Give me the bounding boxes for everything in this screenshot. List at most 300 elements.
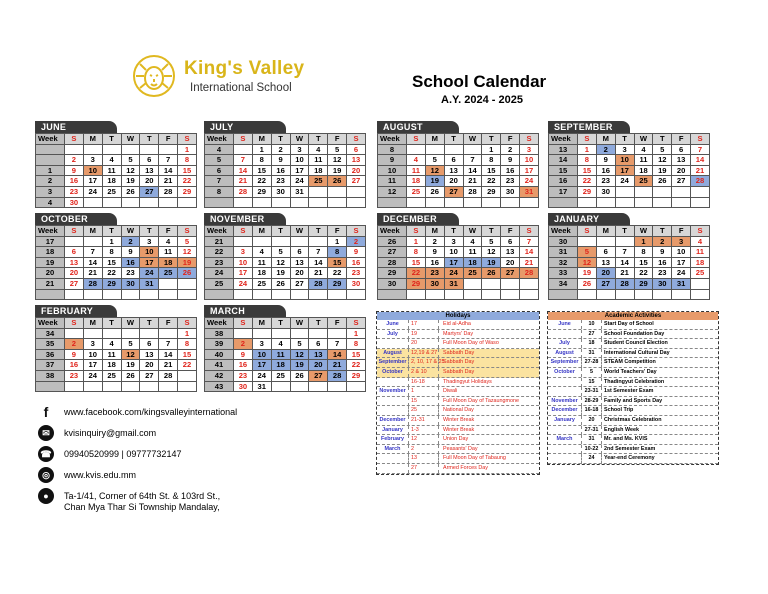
date-cell: 3: [84, 339, 103, 350]
week-number: 27: [377, 247, 407, 258]
date-cell: [482, 290, 501, 301]
date-cell: 22: [578, 176, 597, 187]
date-cell: 12: [409, 435, 439, 444]
holidays-title: Holidays: [377, 312, 539, 320]
date-cell: 15: [178, 350, 197, 361]
date-cell: [578, 290, 597, 301]
week-number: 1: [35, 166, 65, 177]
date-cell: [501, 279, 520, 290]
date-cell: [140, 290, 159, 301]
date-cell: [635, 290, 654, 301]
date-cell: 1: [347, 329, 366, 340]
date-cell: 16: [653, 258, 672, 269]
event-cell: 1st Semester Exam: [604, 388, 654, 395]
email-row[interactable]: [38, 425, 278, 446]
day-header: S: [65, 134, 84, 145]
phone-icon: ☎: [38, 446, 54, 462]
date-cell: 19: [291, 360, 310, 371]
date-cell: 18: [309, 166, 328, 177]
date-cell: [122, 145, 141, 156]
date-cell: 9: [347, 247, 366, 258]
date-cell: 21: [84, 268, 103, 279]
date-cell: 28: [84, 279, 103, 290]
date-cell: [291, 329, 310, 340]
month-cell: March: [377, 445, 409, 454]
date-cell: 21: [616, 268, 635, 279]
day-header: S: [578, 226, 597, 237]
date-cell: [159, 198, 178, 209]
date-cell: 27: [291, 279, 310, 290]
date-cell: 17: [520, 166, 539, 177]
day-header: Week: [204, 226, 234, 237]
week-number: 14: [548, 155, 578, 166]
date-cell: [520, 279, 539, 290]
month-grid: [204, 317, 366, 392]
week-number: [204, 198, 234, 209]
date-cell: 11: [464, 247, 483, 258]
month-cell: October: [377, 368, 409, 377]
date-cell: [653, 198, 672, 209]
day-header: S: [234, 318, 253, 329]
date-cell: [445, 198, 464, 209]
holiday-row: [377, 416, 539, 426]
month-cell: December: [548, 406, 582, 415]
activity-row: [548, 330, 718, 340]
date-cell: 14: [328, 350, 347, 361]
date-cell: 2: [65, 155, 84, 166]
date-cell: 17: [84, 176, 103, 187]
day-header: Week: [377, 134, 407, 145]
date-cell: 11: [159, 247, 178, 258]
date-cell: 19: [409, 330, 439, 339]
day-header: T: [103, 134, 122, 145]
date-cell: [328, 382, 347, 393]
date-cell: 23: [597, 176, 616, 187]
month-cell: [377, 454, 409, 463]
month-title: SEPTEMBER: [548, 121, 630, 133]
week-number: 8: [204, 187, 234, 198]
date-cell: 19: [578, 268, 597, 279]
date-cell: [253, 198, 272, 209]
month-cell: February: [377, 435, 409, 444]
date-cell: [272, 329, 291, 340]
date-cell: 15: [582, 378, 602, 387]
date-cell: [84, 145, 103, 156]
week-number: 32: [548, 258, 578, 269]
date-cell: 16: [597, 166, 616, 177]
date-cell: 1: [635, 237, 654, 248]
date-cell: 31: [445, 279, 464, 290]
date-cell: 26: [578, 279, 597, 290]
date-cell: 3: [84, 155, 103, 166]
date-cell: [234, 290, 253, 301]
day-header: T: [653, 134, 672, 145]
date-cell: 25: [407, 187, 426, 198]
day-header: S: [347, 134, 366, 145]
day-header: M: [84, 318, 103, 329]
day-header: M: [84, 134, 103, 145]
day-header: W: [291, 134, 310, 145]
date-cell: [309, 187, 328, 198]
holidays-panel: [376, 311, 540, 475]
date-cell: 17: [409, 320, 439, 329]
date-cell: 10: [672, 247, 691, 258]
date-cell: 17: [140, 258, 159, 269]
date-cell: 7: [234, 155, 253, 166]
date-cell: 2: [653, 237, 672, 248]
date-cell: 17: [84, 360, 103, 371]
day-header: F: [672, 226, 691, 237]
date-cell: 14: [309, 258, 328, 269]
date-cell: [122, 382, 141, 393]
date-cell: 5: [426, 155, 445, 166]
date-cell: 6: [140, 155, 159, 166]
day-header: T: [616, 134, 635, 145]
date-cell: 13: [65, 258, 84, 269]
date-cell: [140, 145, 159, 156]
month-cell: [377, 339, 409, 348]
day-header: T: [272, 226, 291, 237]
date-cell: [328, 329, 347, 340]
date-cell: [347, 290, 366, 301]
date-cell: 6: [501, 237, 520, 248]
day-header: M: [84, 226, 103, 237]
month-june: [35, 121, 197, 208]
date-cell: [65, 329, 84, 340]
date-cell: 11: [253, 258, 272, 269]
facebook-link[interactable]: www.facebook.com/kingsvalleyinternational: [64, 407, 238, 417]
date-cell: 27-28: [582, 358, 602, 367]
date-cell: 10: [520, 155, 539, 166]
date-cell: 19: [482, 258, 501, 269]
date-cell: 18: [253, 268, 272, 279]
event-cell: World Teachers' Day: [604, 368, 657, 375]
date-cell: 5: [291, 339, 310, 350]
day-header: F: [159, 134, 178, 145]
date-cell: 19: [122, 176, 141, 187]
day-header: F: [328, 226, 347, 237]
date-cell: [309, 329, 328, 340]
month-cell: July: [548, 339, 582, 348]
day-header: T: [140, 318, 159, 329]
date-cell: 29: [103, 279, 122, 290]
day-header: Week: [548, 134, 578, 145]
email-link[interactable]: kvisinquiry@gmail.com: [64, 428, 157, 438]
event-cell: Student Council Election: [604, 340, 668, 347]
date-cell: 13: [140, 350, 159, 361]
date-cell: 23: [653, 268, 672, 279]
date-cell: 20: [347, 166, 366, 177]
date-cell: 11: [272, 350, 291, 361]
date-cell: 6: [291, 247, 310, 258]
month-january: [548, 213, 710, 300]
date-cell: 19: [122, 360, 141, 371]
month-march: [204, 305, 366, 392]
month-july: [204, 121, 366, 208]
event-cell: School Foundation Day: [604, 330, 665, 337]
date-cell: 31: [520, 187, 539, 198]
date-cell: 8: [482, 155, 501, 166]
activities-title: Academic Activities: [548, 312, 718, 320]
date-cell: 12,19 & 27: [409, 349, 439, 358]
date-cell: 24: [291, 176, 310, 187]
date-cell: [407, 290, 426, 301]
date-cell: 20: [291, 268, 310, 279]
day-header: S: [691, 226, 710, 237]
date-cell: 13: [291, 258, 310, 269]
date-cell: 29: [407, 279, 426, 290]
day-header: S: [407, 134, 426, 145]
date-cell: [65, 290, 84, 301]
week-number: 12: [377, 187, 407, 198]
date-cell: [328, 290, 347, 301]
day-header: S: [347, 318, 366, 329]
week-number: 41: [204, 360, 234, 371]
date-cell: 13: [501, 247, 520, 258]
date-cell: 16: [234, 360, 253, 371]
date-cell: 31: [582, 349, 602, 358]
date-cell: [501, 198, 520, 209]
date-cell: 24: [253, 371, 272, 382]
day-header: S: [578, 134, 597, 145]
date-cell: 30: [426, 279, 445, 290]
date-cell: 25: [309, 176, 328, 187]
activity-row: [548, 358, 718, 368]
day-header: T: [309, 226, 328, 237]
date-cell: 13: [409, 454, 439, 463]
date-cell: [482, 279, 501, 290]
week-number: 13: [548, 145, 578, 156]
event-cell: Christmas Celebration: [604, 416, 662, 423]
month-cell: January: [377, 426, 409, 435]
week-number: 34: [548, 279, 578, 290]
date-cell: 20: [65, 268, 84, 279]
event-cell: Full Moon Day of Tabaung: [443, 455, 506, 462]
day-header: M: [253, 226, 272, 237]
week-number: [35, 382, 65, 393]
day-header: T: [103, 226, 122, 237]
date-cell: 16: [272, 166, 291, 177]
date-cell: [464, 279, 483, 290]
date-cell: [445, 145, 464, 156]
date-cell: 4: [407, 155, 426, 166]
date-cell: [616, 198, 635, 209]
date-cell: 23: [272, 176, 291, 187]
date-cell: 21: [234, 176, 253, 187]
event-cell: Sabbath Day: [443, 359, 475, 366]
date-cell: 6: [672, 145, 691, 156]
week-number: 25: [204, 279, 234, 290]
date-cell: [309, 290, 328, 301]
date-cell: 17: [445, 258, 464, 269]
date-cell: 12: [426, 166, 445, 177]
date-cell: 17: [672, 258, 691, 269]
month-cell: [548, 330, 582, 339]
week-number: [377, 290, 407, 301]
week-number: 28: [377, 258, 407, 269]
date-cell: 22: [328, 268, 347, 279]
date-cell: [653, 187, 672, 198]
day-header: T: [272, 318, 291, 329]
date-cell: 10: [84, 166, 103, 177]
facebook-row[interactable]: [38, 404, 278, 425]
date-cell: 2: [409, 445, 439, 454]
month-title: FEBRUARY: [35, 305, 117, 317]
date-cell: [234, 145, 253, 156]
date-cell: 6: [309, 339, 328, 350]
date-cell: 23-31: [582, 387, 602, 396]
date-cell: 3: [140, 237, 159, 248]
holiday-row: [377, 358, 539, 368]
date-cell: 25: [103, 371, 122, 382]
website-row[interactable]: [38, 467, 278, 488]
date-cell: 26: [272, 279, 291, 290]
date-cell: [407, 198, 426, 209]
week-number: 10: [377, 166, 407, 177]
day-header: S: [178, 134, 197, 145]
week-number: [35, 290, 65, 301]
date-cell: 16: [426, 258, 445, 269]
date-cell: 22: [103, 268, 122, 279]
date-cell: [501, 290, 520, 301]
date-cell: 28: [616, 279, 635, 290]
month-grid: [548, 133, 710, 208]
date-cell: 24: [84, 187, 103, 198]
week-number: 24: [204, 268, 234, 279]
date-cell: [291, 237, 310, 248]
week-number: [35, 155, 65, 166]
event-cell: Thadingyut Celebration: [604, 378, 665, 385]
date-cell: 9: [501, 155, 520, 166]
date-cell: 30: [272, 187, 291, 198]
date-cell: 5: [578, 247, 597, 258]
address-line-1: Ta-1/41, Corner of 64th St. & 103rd St.,: [64, 491, 221, 501]
date-cell: 30: [653, 279, 672, 290]
date-cell: 25: [272, 371, 291, 382]
week-number: [204, 290, 234, 301]
month-cell: November: [548, 397, 582, 406]
month-title: DECEMBER: [377, 213, 459, 225]
date-cell: 24: [616, 176, 635, 187]
date-cell: 29: [328, 279, 347, 290]
holiday-row: [377, 397, 539, 407]
day-header: F: [159, 226, 178, 237]
date-cell: 24: [234, 279, 253, 290]
date-cell: 12: [653, 155, 672, 166]
day-header: M: [426, 134, 445, 145]
day-header: M: [426, 226, 445, 237]
day-header: W: [635, 134, 654, 145]
date-cell: 5: [328, 145, 347, 156]
date-cell: 19: [328, 166, 347, 177]
date-cell: 20: [672, 166, 691, 177]
date-cell: [635, 187, 654, 198]
date-cell: 17: [253, 360, 272, 371]
date-cell: 27: [409, 464, 439, 473]
date-cell: 2 & 10: [409, 368, 439, 377]
date-cell: 12: [291, 350, 310, 361]
date-cell: 1: [578, 145, 597, 156]
date-cell: 1-3: [409, 426, 439, 435]
date-cell: 28: [464, 187, 483, 198]
date-cell: [597, 198, 616, 209]
day-header: T: [140, 134, 159, 145]
date-cell: 15: [253, 166, 272, 177]
date-cell: 15: [347, 350, 366, 361]
date-cell: 25: [464, 268, 483, 279]
date-cell: 21: [159, 176, 178, 187]
school-subtitle: International School: [190, 82, 292, 94]
date-cell: 23: [234, 371, 253, 382]
day-header: Week: [204, 134, 234, 145]
date-cell: [328, 198, 347, 209]
month-cell: March: [548, 435, 582, 444]
week-number: 35: [35, 339, 65, 350]
week-number: 8: [377, 145, 407, 156]
date-cell: 15: [178, 166, 197, 177]
week-number: [548, 198, 578, 209]
date-cell: 21: [328, 360, 347, 371]
week-number: 23: [204, 258, 234, 269]
date-cell: 21: [159, 360, 178, 371]
date-cell: 4: [103, 155, 122, 166]
month-title: JUNE: [35, 121, 117, 133]
date-cell: 15: [482, 166, 501, 177]
date-cell: 2: [122, 237, 141, 248]
date-cell: 21: [520, 258, 539, 269]
date-cell: 24: [672, 268, 691, 279]
date-cell: 7: [159, 339, 178, 350]
holiday-row: [377, 387, 539, 397]
date-cell: 24: [582, 454, 602, 463]
date-cell: 5: [122, 155, 141, 166]
day-header: F: [501, 134, 520, 145]
date-cell: 19: [178, 258, 197, 269]
month-title: AUGUST: [377, 121, 459, 133]
month-cell: [548, 445, 582, 454]
date-cell: [272, 290, 291, 301]
website-link[interactable]: www.kvis.edu.mm: [64, 470, 137, 480]
date-cell: 10: [291, 155, 310, 166]
date-cell: 8: [178, 339, 197, 350]
month-cell: August: [377, 349, 409, 358]
day-header: W: [122, 318, 141, 329]
week-number: [548, 290, 578, 301]
holiday-row: [377, 454, 539, 464]
date-cell: 26: [122, 371, 141, 382]
week-number: 30: [548, 237, 578, 248]
date-cell: 22: [482, 176, 501, 187]
date-cell: 14: [84, 258, 103, 269]
date-cell: [407, 145, 426, 156]
date-cell: 28: [328, 371, 347, 382]
holiday-row: [377, 435, 539, 445]
date-cell: [65, 145, 84, 156]
date-cell: [253, 237, 272, 248]
date-cell: 24: [520, 176, 539, 187]
lion-icon: [130, 52, 178, 100]
date-cell: [597, 290, 616, 301]
date-cell: 12: [178, 247, 197, 258]
date-cell: 10-22: [582, 445, 602, 454]
holiday-row: [377, 368, 539, 378]
date-cell: 9: [122, 247, 141, 258]
date-cell: [464, 198, 483, 209]
activity-row: [548, 320, 718, 330]
date-cell: [159, 382, 178, 393]
date-cell: [159, 290, 178, 301]
date-cell: [140, 382, 159, 393]
